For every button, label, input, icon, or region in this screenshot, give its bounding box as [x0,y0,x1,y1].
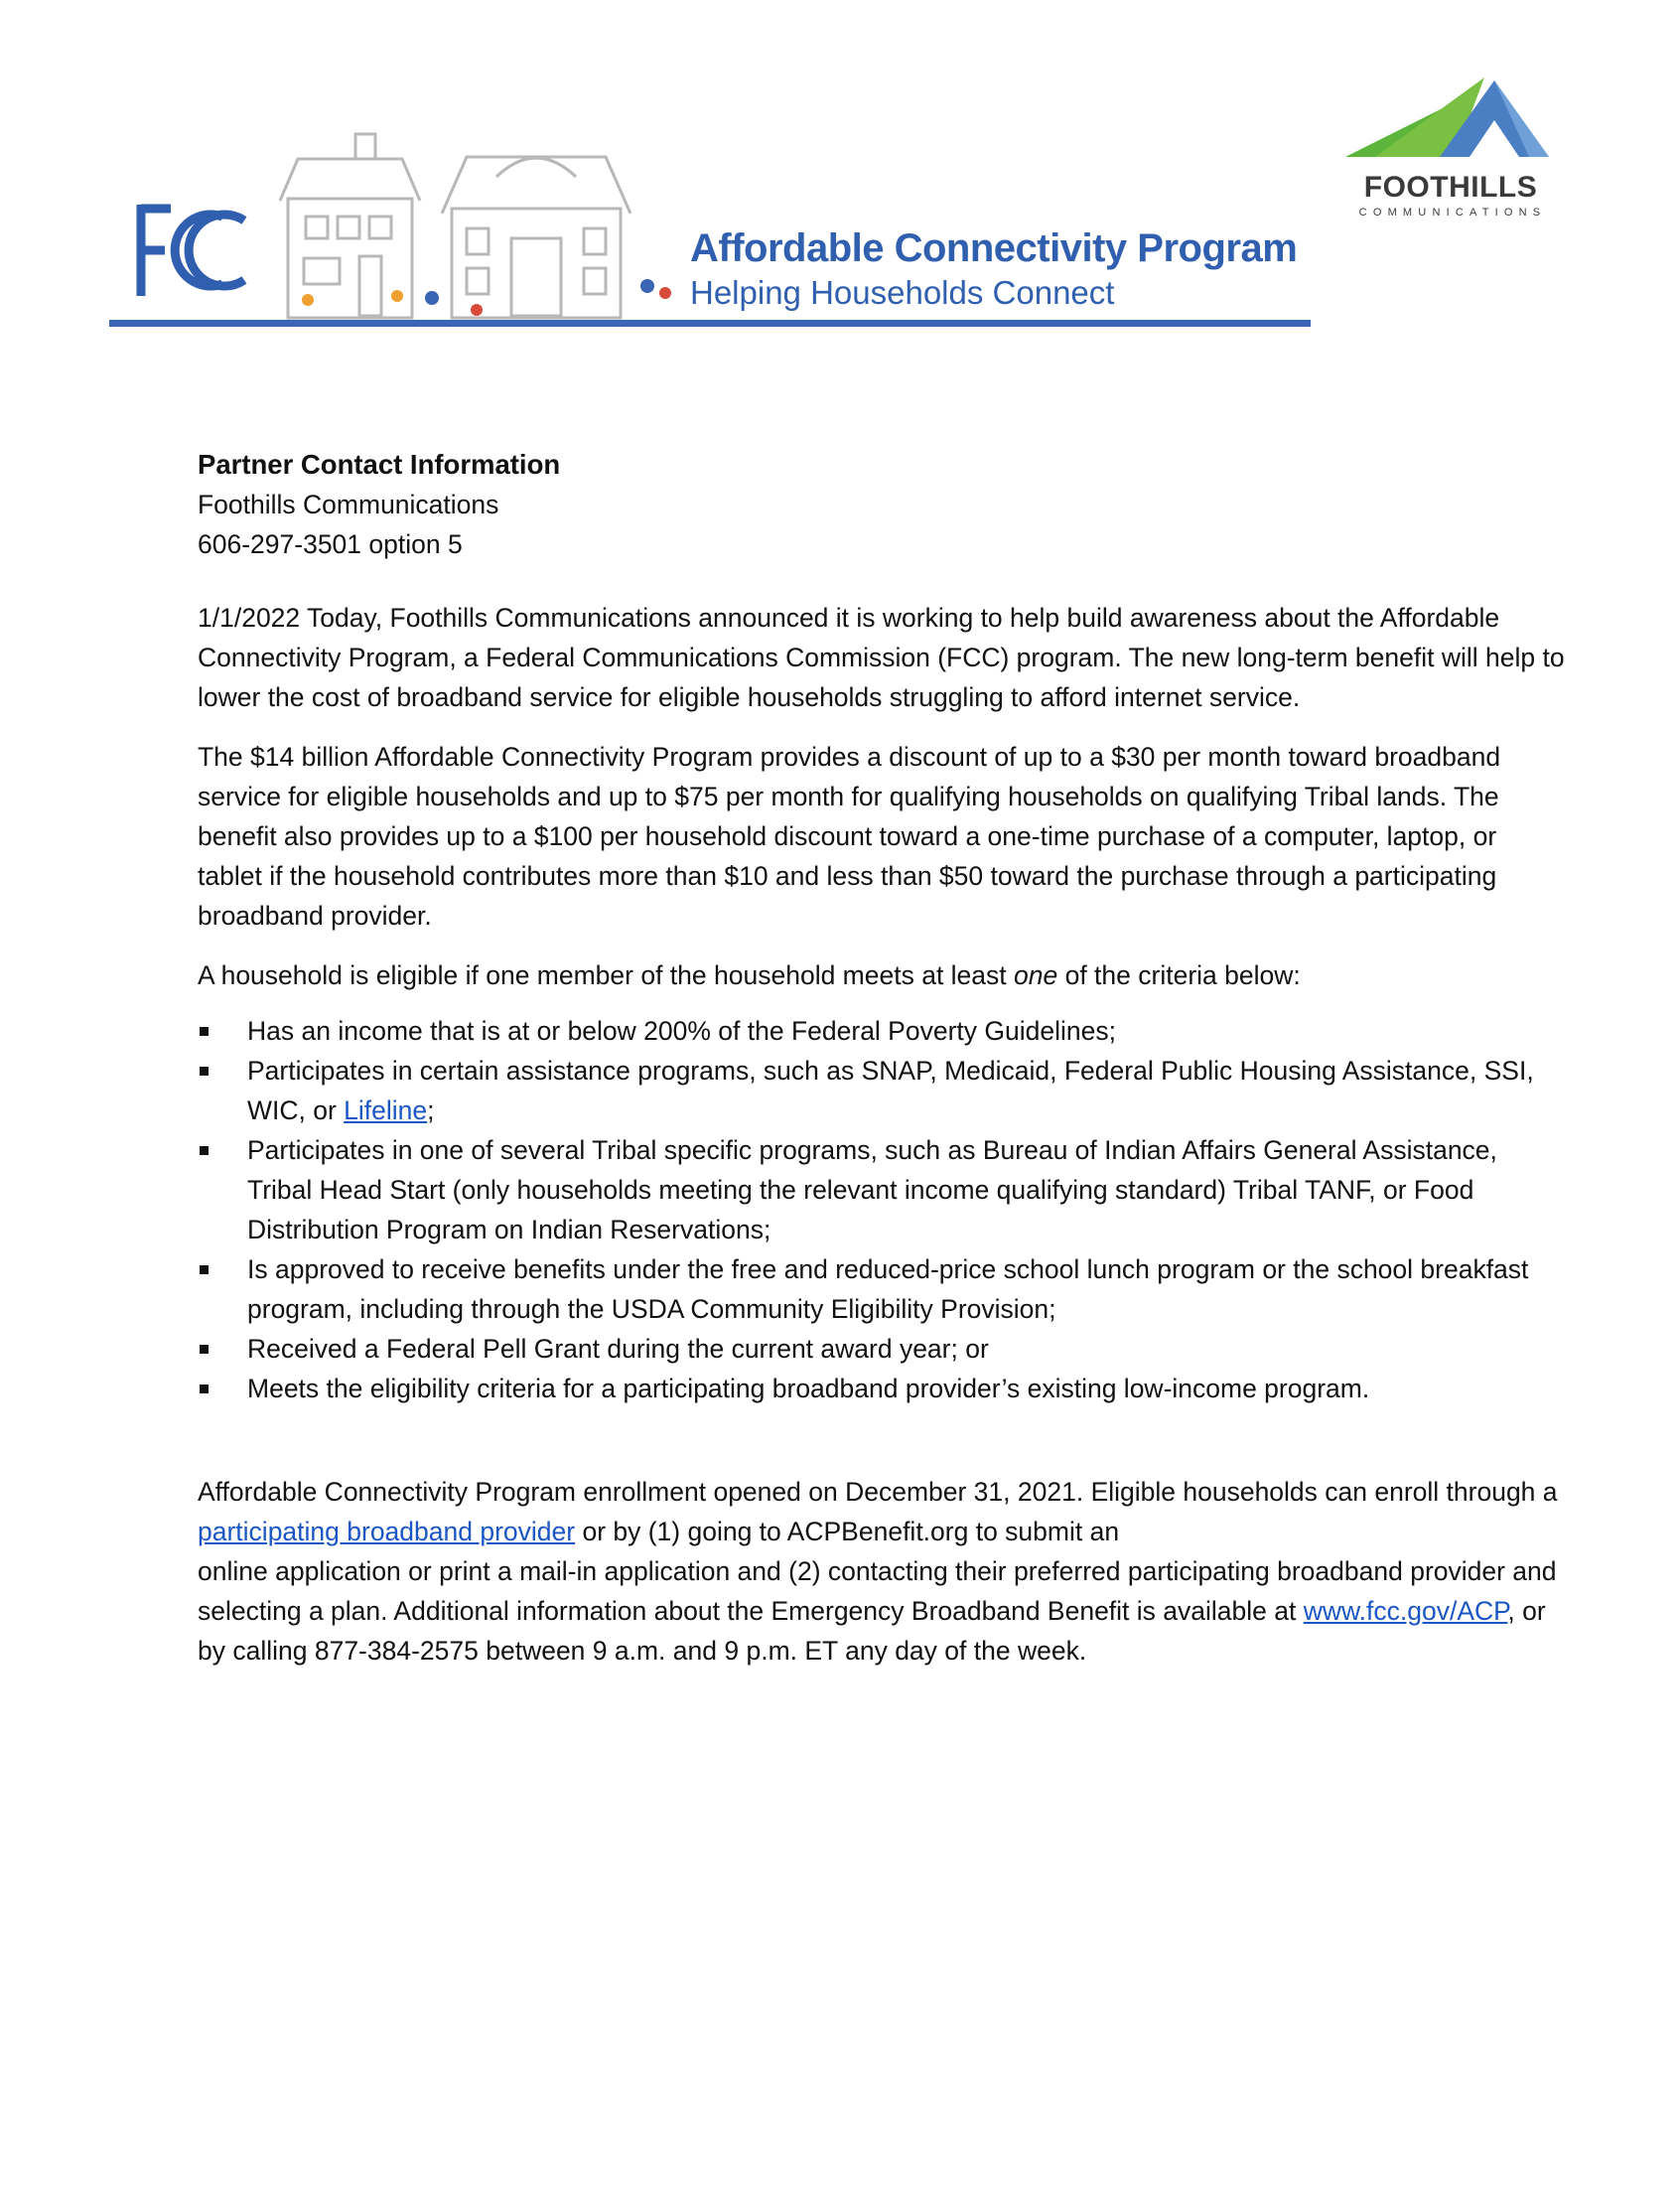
enrollment-text-3: online application or print a mail-in application and (2) contacting their preferred participating broadband provider and selecting a plan. Additional information about the Emergency Broadband Benefit is available at [198,1556,1557,1626]
list-item [198,1249,1568,1329]
eligibility-text-before: A household is eligible if one member of the household meets at least [198,960,1015,990]
bullet-icon [200,1027,209,1036]
foothills-subtitle: COMMUNICATIONS [1358,207,1547,218]
bullet-icon [200,1345,209,1354]
program-title: Affordable Connectivity Program [690,226,1298,270]
criteria-text: Has an income that is at or below 200% of the Federal Poverty Guidelines; [247,1016,1116,1046]
fcc-logo [135,199,264,303]
participating-provider-link[interactable]: participating broadband provider [198,1517,576,1546]
intro-paragraph: 1/1/2022 Today, Foothills Communications announced it is working to help build awareness about the Affordable Connectivity Program, a Federal Communications Commission (FCC) program. The new long-term benefit will help to lower the cost of broadband service for eligible households struggling to afford internet service. [198,603,1565,712]
bullet-icon [200,1384,209,1393]
enrollment-text-4: , or by calling 877-384-2575 between 9 a.m. and 9 p.m. ET any day of the week. [198,1596,1546,1666]
discount-paragraph: The $14 billion Affordable Connectivity Program provides a discount of up to a $30 per month toward broadband service for eligible households and up to $75 per month for qualifying households on qualifying Tribal lands. The benefit also provides up to a $100 per household discount toward a one-time purchase of a computer, laptop, or tablet if the household contributes more than $10 and less than $50 toward the purchase through a participating broadband provider. [198,742,1501,931]
enrollment-text-1: Affordable Connectivity Program enrollment opened on December 31, 2021. Eligible households can enroll through a [198,1477,1558,1507]
eligibility-emphasis: one [1014,960,1058,990]
contact-heading: Partner Contact Information [198,449,561,480]
list-item [198,1011,1568,1051]
enrollment-paragraph [198,1472,1568,1671]
enrollment-text-2: or by (1) going to ACPBenefit.org to submit an [575,1517,1120,1546]
fcc-acp-link[interactable]: www.fcc.gov/ACP [1303,1596,1508,1626]
houses-illustration [278,129,685,328]
list-item [198,1051,1568,1130]
foothills-logo [1345,75,1559,224]
program-subtitle: Helping Households Connect [690,274,1115,311]
header-banner [109,109,1311,338]
contact-phone: 606-297-3501 option 5 [198,529,463,559]
contact-company: Foothills Communications [198,490,499,519]
criteria-text: Meets the eligibility criteria for a participating broadband provider’s existing low-income program. [247,1374,1370,1403]
eligibility-paragraph [198,955,1568,995]
list-item [198,1130,1568,1249]
lifeline-link[interactable]: Lifeline [344,1095,428,1125]
bullet-icon [200,1146,209,1155]
criteria-text-end: ; [427,1095,435,1125]
criteria-text: Participates in certain assistance programs, such as SNAP, Medicaid, Federal Public Housing Assistance, SSI, WIC, or [247,1056,1534,1125]
foothills-name: FOOTHILLS [1363,171,1538,204]
criteria-text: Received a Federal Pell Grant during the current award year; or [247,1334,989,1364]
bullet-icon [200,1067,209,1076]
criteria-text: Participates in one of several Tribal specific programs, such as Bureau of Indian Affairs General Assistance, Tribal Head Start (only households meeting the relevant income qualifying standard) Tribal TANF, or Food Distribution Program on Indian Reservations; [247,1135,1497,1244]
criteria-list [198,1011,1568,1408]
header-divider [109,320,1311,327]
list-item [198,1369,1568,1408]
document-body [198,445,1568,1671]
criteria-text: Is approved to receive benefits under the free and reduced-price school lunch program or the school breakfast program, including through the USDA Community Eligibility Provision; [247,1254,1529,1324]
mountain-icon [1345,75,1559,170]
eligibility-text-after: of the criteria below: [1057,960,1301,990]
list-item [198,1329,1568,1369]
bullet-icon [200,1265,209,1274]
